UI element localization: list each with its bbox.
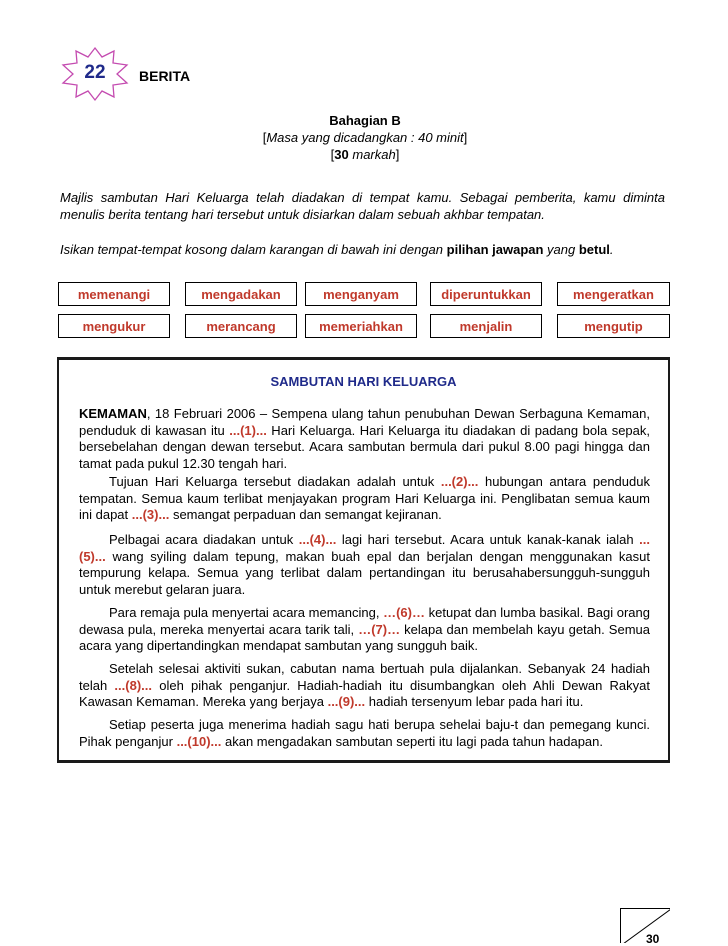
passage-paragraph: Setelah selesai aktiviti sukan, cabutan nama bertuah pula dijalankan. Sebanyak 24 hadiah telah ...(8)... oleh pihak penganjur. Hadiah-hadiah itu disumbangkan oleh Ahli Dewan Rakyat Kawasan Kemaman. Mereka yang berjaya ...(9)... hadiah tersenyum lebar pada hari itu. <box>79 661 650 709</box>
task-description: Majlis sambutan Hari Keluarga telah diadakan di tempat kamu. Sebagai pemberita, kamu diminta menulis berita tentang hari tersebut untuk disiarkan dalam sebuah akhbar tempatan. <box>60 190 665 222</box>
option-box: mengutip <box>557 314 670 338</box>
page-number-box <box>620 908 670 943</box>
passage-title: SAMBUTAN HARI KELUARGA <box>270 374 457 389</box>
fill-instruction: Isikan tempat-tempat kosong dalam karangan di bawah ini dengan pilihan jawapan yang betul. <box>60 242 614 257</box>
marks-allocation: [30 markah] <box>330 147 400 162</box>
passage-paragraph: Para remaja pula menyertai acara memancing, …(6)… ketupat dan lumba basikal. Bagi orang dewasa pula, mereka menyertai acara tarik tali, …(7)… kelapa dan membelah kayu getah. Semua acara yang dipertandingkan mendapat sambutan yang sungguh baik. <box>79 605 651 653</box>
question-number: 22 <box>84 62 106 83</box>
part-heading: Bahagian B <box>329 113 401 128</box>
blank-marker: ...(3)... <box>131 507 170 522</box>
option-box: mengukur <box>58 314 170 338</box>
blank-marker: …(6)… <box>383 605 425 620</box>
passage-paragraph: Setiap peserta juga menerima hadiah sagu hati berupa sehelai baju-t dan pemegang kunci. Pihak penganjur ...(10)... akan mengadakan sambutan seperti itu lagi pada tahun hadapan. <box>79 717 650 749</box>
option-box: merancang <box>185 314 297 338</box>
section-label: BERITA <box>139 68 191 84</box>
time-allocation: [Masa yang dicadangkan : 40 minit] <box>262 130 468 145</box>
blank-marker: ...(2)... <box>440 474 479 489</box>
blank-marker: ...(9)... <box>327 694 366 709</box>
option-box: menjalin <box>430 314 542 338</box>
blank-marker: ...(8)... <box>114 677 152 693</box>
passage-paragraph: Tujuan Hari Keluarga tersebut diadakan adalah untuk ...(2)... hubungan antara penduduk tempatan. Semua kaum terlibat menjayakan program Hari Keluarga ini. Penglibatan semua kaum ini dapat ...(3)... semangat perpaduan dan semangat kejiranan. <box>79 474 650 522</box>
blank-marker: ...(10)... <box>176 733 222 749</box>
passage-paragraph: Pelbagai acara diadakan untuk ...(4)... lagi hari tersebut. Acara untuk kanak-kanak ialah ...(5)... wang syiling dalam tepung, makan buah epal dan berjalan dengan menggunakan kasut tempurung kelapa. Semua yang terlibat dalam pertandingan itu berusahabersungguh-sungguh untuk merebut gelaran juara. <box>79 532 650 597</box>
blank-marker: …(7)… <box>358 621 401 637</box>
blank-marker: ...(4)... <box>298 532 337 547</box>
question-number-star <box>60 46 130 102</box>
page-number: 30 <box>646 932 660 946</box>
blank-marker: ...(1)... <box>229 422 267 438</box>
option-box: mengadakan <box>185 282 297 306</box>
option-box: diperuntukkan <box>430 282 542 306</box>
option-box: mengeratkan <box>557 282 670 306</box>
option-box: memenangi <box>58 282 170 306</box>
blank-marker: ...(5)... <box>79 532 650 564</box>
option-box: menganyam <box>305 282 417 306</box>
option-box: memeriahkan <box>305 314 417 338</box>
passage-paragraph: KEMAMAN, 18 Februari 2006 – Sempena ulang tahun penubuhan Dewan Serbaguna Kemaman, penduduk di kawasan itu ...(1)... Hari Keluarga. Hari Keluarga itu diadakan di padang bola sepak, bersebelahan dengan dewan tersebut. Acara sambutan bermula dari pukul 8.00 pagi hingga dan tamat pada pukul 12.30 tengah hari. <box>79 406 650 471</box>
